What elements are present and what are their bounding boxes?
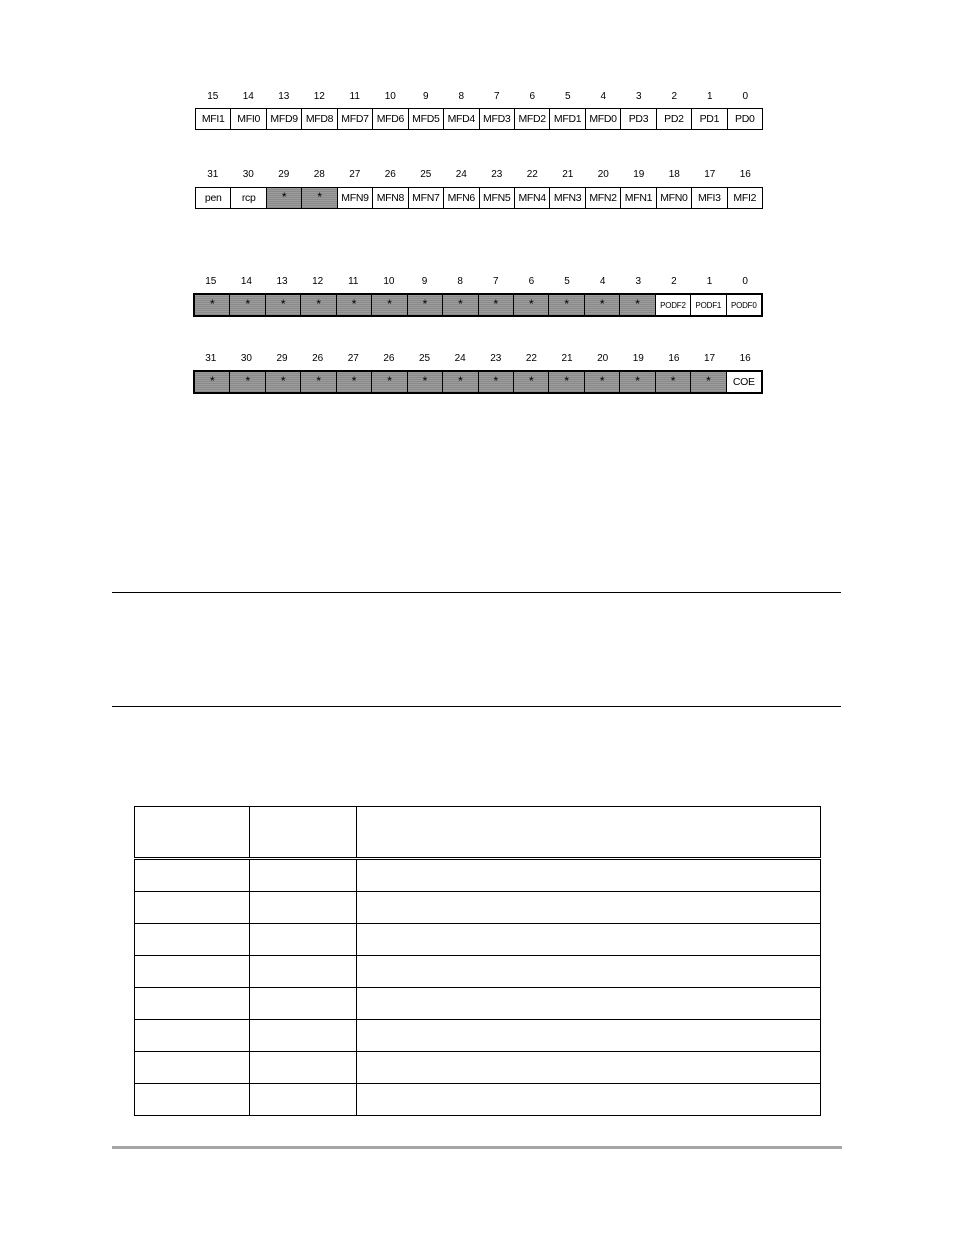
table-row	[135, 1084, 821, 1116]
table-cell	[357, 892, 821, 924]
table-row	[135, 892, 821, 924]
reserved-bit-cell: *	[514, 372, 549, 392]
bit-field-cell: MFD8	[302, 109, 337, 129]
bit-field-cell: PODF2	[656, 295, 691, 315]
reserved-bit-cell: *	[691, 372, 726, 392]
bit-field-cell: MFN9	[338, 188, 373, 208]
bit-number: 15	[205, 276, 217, 287]
bit-field-cell: MFD2	[515, 109, 550, 129]
reserved-bit-cell: *	[514, 295, 549, 315]
bit-field-cell: PD0	[735, 113, 755, 125]
table-cell	[135, 1020, 250, 1052]
reserved-bit-cell: *	[620, 372, 655, 392]
reserved-bit-cell: *	[301, 372, 336, 392]
section-rule-top	[112, 592, 841, 593]
table-cell	[135, 1052, 250, 1084]
bit-number: 29	[278, 169, 290, 180]
bit-description-table	[134, 806, 821, 1116]
bit-field-cell: COE	[732, 376, 755, 388]
bit-number: 29	[276, 353, 288, 364]
bit-number: 21	[561, 353, 573, 364]
table-cell	[250, 1020, 357, 1052]
reserved-bit-cell: *	[549, 295, 584, 315]
bit-field-cell: MFD5	[409, 109, 444, 129]
table-cell	[357, 988, 821, 1020]
reserved-bit-cell: *	[372, 372, 407, 392]
reserved-bit-cell: *	[195, 372, 230, 392]
bit-field-cell: MFD0	[586, 109, 621, 129]
footer-rule	[112, 1146, 842, 1149]
table-row	[135, 859, 821, 892]
table-cell	[357, 956, 821, 988]
table-cell	[135, 1084, 250, 1116]
bit-field-cell: MFN1	[621, 188, 656, 208]
table-cell	[250, 859, 357, 892]
bit-number: 16	[739, 353, 751, 364]
reserved-bit-cell: *	[266, 372, 301, 392]
table-cell	[250, 1084, 357, 1116]
reserved-bit-cell: *	[620, 295, 655, 315]
bit-number: 14	[240, 276, 252, 287]
reserved-bit-cell: *	[337, 372, 372, 392]
bit-number: 31	[207, 169, 219, 180]
bit-field-cell: PODF1	[691, 295, 726, 315]
reserved-bit-cell: *	[408, 295, 443, 315]
bit-number: 19	[633, 169, 645, 180]
bit-number: 2	[671, 91, 678, 102]
bit-number: 24	[454, 353, 466, 364]
bit-number: 30	[240, 353, 252, 364]
bit-number: 1	[706, 276, 713, 287]
table-row	[135, 924, 821, 956]
reserved-bit-cell: *	[585, 295, 620, 315]
reserved-bit-cell: *	[479, 372, 514, 392]
bit-field-row	[195, 187, 763, 209]
bit-field-row	[193, 370, 763, 394]
bit-number: 20	[597, 353, 609, 364]
bit-field-row	[193, 293, 763, 317]
bit-number: 11	[348, 276, 359, 287]
bit-number: 24	[455, 169, 467, 180]
reserved-bit-cell: *	[302, 188, 337, 208]
bit-number: 23	[491, 169, 503, 180]
reserved-bit-cell: *	[230, 372, 265, 392]
table-cell	[250, 956, 357, 988]
bit-field-cell: pen	[196, 188, 231, 208]
bit-number: 16	[668, 353, 680, 364]
bit-number-row	[195, 90, 763, 104]
table-header-cell	[135, 807, 250, 859]
reserved-bit-cell: *	[337, 295, 372, 315]
table-row	[135, 1020, 821, 1052]
bit-number: 14	[242, 91, 254, 102]
table-cell	[250, 892, 357, 924]
bit-field-cell: PD2	[657, 109, 692, 129]
bit-number: 5	[564, 276, 570, 287]
bit-number: 23	[490, 353, 502, 364]
table-cell	[135, 924, 250, 956]
bit-field-cell: rcp	[231, 188, 266, 208]
bit-number: 21	[562, 169, 574, 180]
bit-number: 18	[668, 169, 680, 180]
bit-number: 12	[313, 91, 325, 102]
bit-number: 13	[278, 91, 290, 102]
bit-number: 5	[564, 91, 571, 102]
bit-field-cell: MFI0	[231, 109, 266, 129]
bit-field-cell: MFN0	[657, 188, 692, 208]
table-cell	[250, 1052, 357, 1084]
reserved-bit-cell: *	[301, 295, 336, 315]
bit-number: 31	[205, 353, 217, 364]
table-row	[135, 1052, 821, 1084]
bit-number: 4	[600, 91, 607, 102]
bit-field-cell: MFD7	[338, 109, 373, 129]
table-cell	[357, 859, 821, 892]
bit-number: 1	[706, 91, 713, 102]
bit-field-cell: MFD1	[550, 109, 585, 129]
bit-number-row	[193, 275, 763, 289]
bit-number: 30	[242, 169, 254, 180]
reserved-bit-cell: *	[267, 188, 302, 208]
reserved-bit-cell: *	[372, 295, 407, 315]
bit-field-cell: MFN8	[373, 188, 408, 208]
bit-number-row	[193, 352, 763, 366]
table-row	[135, 988, 821, 1020]
reserved-bit-cell: *	[195, 295, 230, 315]
table-cell	[357, 1052, 821, 1084]
reserved-bit-cell: *	[656, 372, 691, 392]
bit-field-cell: MFD3	[480, 109, 515, 129]
bit-number: 27	[347, 353, 359, 364]
bit-number-row	[195, 168, 763, 182]
bit-number: 9	[422, 91, 429, 102]
bit-number: 19	[632, 353, 644, 364]
bit-number: 6	[529, 91, 536, 102]
bit-number: 22	[525, 353, 537, 364]
table-header-row	[135, 807, 821, 859]
reserved-bit-cell: *	[443, 372, 478, 392]
bit-field-cell: MFN5	[480, 188, 515, 208]
bit-number: 25	[419, 353, 431, 364]
bit-number: 4	[599, 276, 606, 287]
bit-number: 8	[457, 276, 463, 287]
bit-field-cell: MFN6	[444, 188, 479, 208]
bit-number: 0	[742, 91, 749, 102]
bit-number: 8	[458, 91, 465, 102]
reserved-bit-cell: *	[443, 295, 478, 315]
bit-number: 6	[528, 276, 535, 287]
bit-field-cell: MFN3	[550, 188, 585, 208]
table-cell	[357, 924, 821, 956]
bit-number: 7	[493, 91, 500, 102]
table-cell	[135, 892, 250, 924]
bit-number: 27	[349, 169, 361, 180]
bit-number: 13	[276, 276, 288, 287]
bit-number: 9	[421, 276, 428, 287]
bit-number: 20	[597, 169, 609, 180]
bit-number: 10	[384, 91, 396, 102]
bit-number: 11	[349, 91, 360, 102]
reserved-bit-cell: *	[230, 295, 265, 315]
reserved-bit-cell: *	[549, 372, 584, 392]
table-cell	[357, 1084, 821, 1116]
table-header-cell	[357, 807, 821, 859]
reserved-bit-cell: *	[266, 295, 301, 315]
bit-number: 28	[313, 169, 325, 180]
bit-field-cell: MFI2	[733, 192, 757, 204]
reserved-bit-cell: *	[585, 372, 620, 392]
bit-number: 25	[420, 169, 432, 180]
table-cell	[250, 924, 357, 956]
bit-field-cell: MFN7	[409, 188, 444, 208]
bit-field-cell: MFD9	[267, 109, 302, 129]
bit-field-cell: PD1	[692, 109, 727, 129]
bit-number: 22	[526, 169, 538, 180]
bit-field-cell: MFI3	[692, 188, 727, 208]
bit-field-cell: PODF0	[730, 300, 757, 310]
bit-number: 12	[312, 276, 324, 287]
bit-field-cell: PD3	[621, 109, 656, 129]
table-header-cell	[250, 807, 357, 859]
bit-number: 2	[671, 276, 677, 287]
bit-field-row	[195, 108, 763, 130]
bit-field-cell: MFN4	[515, 188, 550, 208]
table-cell	[135, 956, 250, 988]
bit-field-cell: MFI1	[196, 109, 231, 129]
bit-number: 15	[207, 91, 219, 102]
bit-field-cell: MFN2	[586, 188, 621, 208]
table-cell	[135, 859, 250, 892]
section-rule-bottom	[112, 706, 841, 707]
bit-number: 10	[383, 276, 395, 287]
table-cell	[135, 988, 250, 1020]
bit-number: 0	[742, 276, 748, 287]
bit-number: 7	[493, 276, 499, 287]
bit-number: 17	[704, 353, 716, 364]
bit-number: 26	[384, 169, 396, 180]
reserved-bit-cell: *	[479, 295, 514, 315]
bit-field-cell: MFD4	[444, 109, 479, 129]
reserved-bit-cell: *	[408, 372, 443, 392]
bit-number: 17	[704, 169, 716, 180]
bit-number: 3	[635, 276, 642, 287]
bit-number: 3	[635, 91, 642, 102]
bit-number: 26	[383, 353, 395, 364]
table-row	[135, 956, 821, 988]
bit-number: 26	[312, 353, 324, 364]
table-cell	[357, 1020, 821, 1052]
bit-number: 16	[739, 169, 751, 180]
table-cell	[250, 988, 357, 1020]
bit-field-cell: MFD6	[373, 109, 408, 129]
